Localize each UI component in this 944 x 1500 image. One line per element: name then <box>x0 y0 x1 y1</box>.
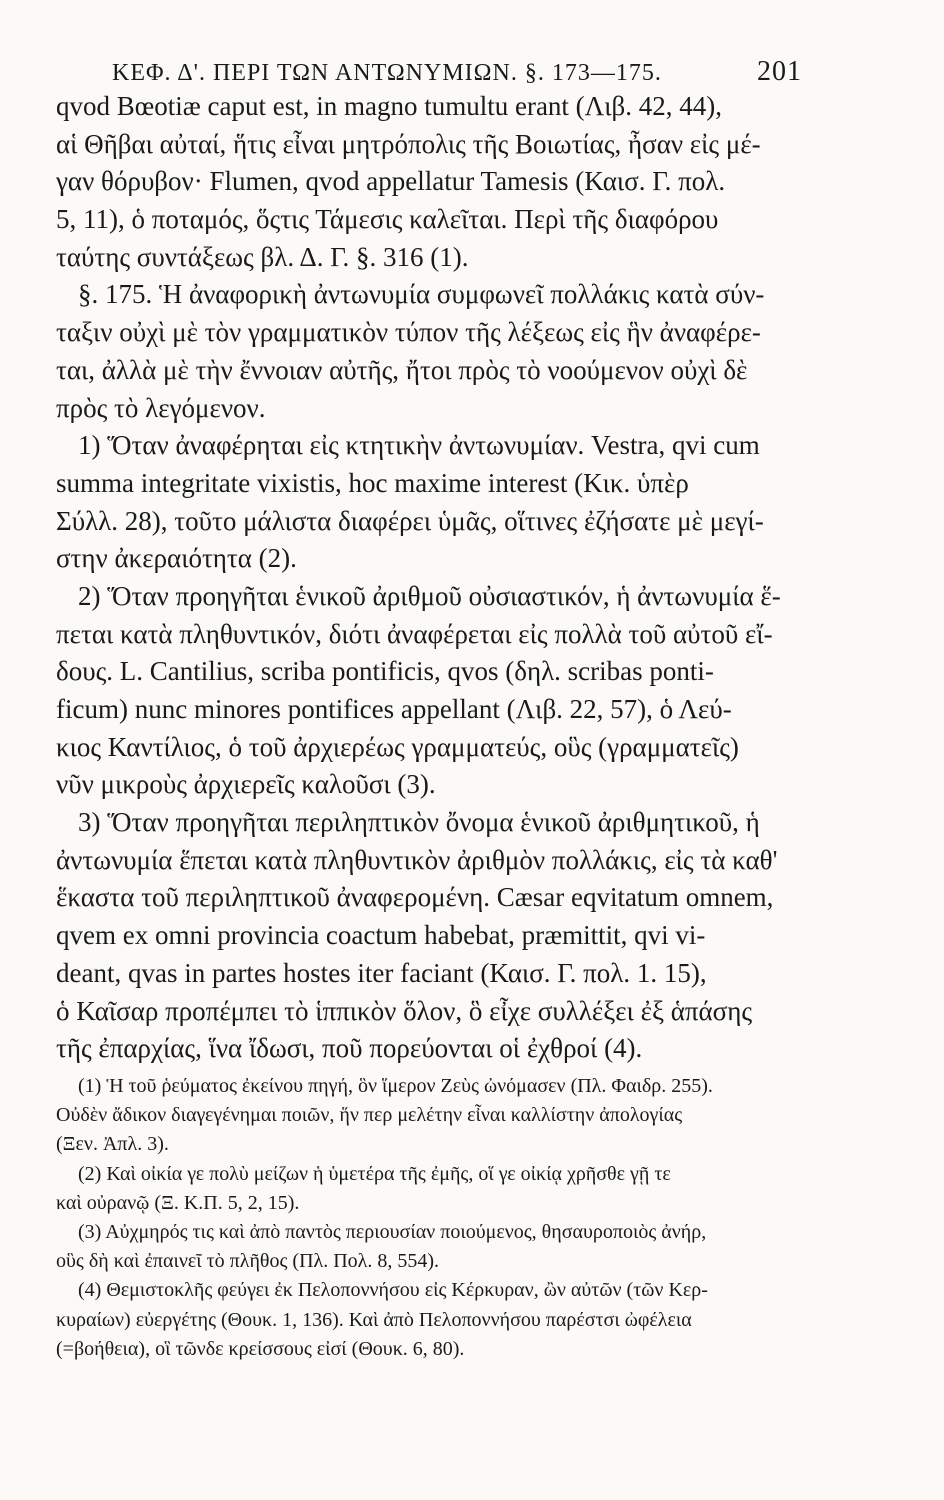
body-line: νῦν μικροὺς ἀρχιερεῖς καλοῦσι (3). <box>56 769 436 800</box>
body-line: ται, ἀλλὰ μὲ τὴν ἔννοιαν αὐτῆς, ἤτοι πρὸς τὸ νοούμενον οὐχὶ δὲ <box>56 354 748 385</box>
body-line: ἕκαστα τοῦ περιληπτικοῦ ἀναφερομένη. Cæsar eqvitatum omnem, <box>56 882 774 913</box>
body-line: summa integritate vixistis, hoc maxime interest (Κικ. ὑπὲρ <box>56 467 689 498</box>
footnote-line: (3) Αὐχμηρός τις καὶ ἀπὸ παντὸς περιουσίαν ποιούμενος, θησαυροποιὸς ἀνήρ, <box>78 1220 707 1243</box>
body-line: γαν θόρυβον· Flumen, qvod appellatur Tamesis (Καισ. Γ. πολ. <box>56 166 726 197</box>
footnote-line: Οὐδὲν ἄδικον διαγεγένημαι ποιῶν, ἥν περ μελέτην εἶναι καλλίστην ἀπολογίας <box>56 1104 683 1127</box>
footnote-line: (4) Θεμιστοκλῆς φεύγει ἐκ Πελοποννήσου εἰς Κέρκυραν, ὢν αὐτῶν (τῶν Κερ- <box>78 1279 708 1302</box>
body-line: Σύλλ. 28), τοῦτο μάλιστα διαφέρει ὑμᾶς, οἵτινες ἐζήσατε μὲ μεγί- <box>56 505 764 536</box>
body-line: στην ἀκεραιότητα (2). <box>56 543 297 574</box>
body-line: 5, 11), ὁ ποταμός, ὅςτις Τάμεσις καλεῖται. Περὶ τῆς διαφόρου <box>56 204 719 235</box>
footnote-line: (Ξεν. Ἀπλ. 3). <box>56 1133 169 1156</box>
body-line: δους. L. Cantilius, scriba pontificis, qvos (δηλ. scribas ponti- <box>56 656 714 687</box>
body-line: ἀντωνυμία ἕπεται κατὰ πληθυντικὸν ἀριθμὸν πολλάκις, εἰς τὰ καθ' <box>56 844 778 875</box>
body-line: κιος Καντίλιος, ὁ τοῦ ἀρχιερέως γραμματεύς, οὓς (γραμματεῖς) <box>56 731 739 762</box>
body-line: τῆς ἐπαρχίας, ἵνα ἴδωσι, ποῦ πορεύονται οἱ ἐχθροί (4). <box>56 1033 643 1064</box>
body-line: deant, qvas in partes hostes iter faciant (Καισ. Γ. πολ. 1. 15), <box>56 957 707 988</box>
body-line: 1) Ὅταν ἀναφέρηται εἰς κτητικὴν ἀντωνυμίαν. Vestra, qvi cum <box>78 430 760 461</box>
footnote-line: καὶ οὐρανῷ (Ξ. Κ.Π. 5, 2, 15). <box>56 1191 300 1214</box>
body-line: πεται κατὰ πληθυντικόν, διότι ἀναφέρεται εἰς πολλὰ τοῦ αὐτοῦ εἴ- <box>56 618 773 649</box>
body-line: αἱ Θῆβαι αὐταί, ἥτις εἶναι μητρόπολις τῆς Βοιωτίας, ἦσαν εἰς μέ- <box>56 128 761 159</box>
footnote-line: (2) Καὶ οἰκία γε πολὺ μείζων ἡ ὑμετέρα τῆς ἐμῆς, οἵ γε οἰκίᾳ χρῆσθε γῇ τε <box>78 1162 671 1185</box>
footnote-line: οὓς δὴ καὶ ἐπαινεῖ τὸ πλῆθος (Πλ. Πολ. 8, 554). <box>56 1250 440 1273</box>
footnote-line: (=βοήθεια), οἳ τῶνδε κρείσσους εἰσί (Θουκ. 6, 80). <box>56 1337 465 1360</box>
body-line: πρὸς τὸ λεγόμενον. <box>56 392 266 423</box>
body-line: ficum) nunc minores pontifices appellant (Λιβ. 22, 57), ὁ Λεύ- <box>56 694 732 724</box>
page-number: 201 <box>757 56 802 87</box>
body-line: §. 175. Ἡ ἀναφορικὴ ἀντωνυμία συμφωνεῖ πολλάκις κατὰ σύν- <box>78 279 765 310</box>
footnotes <box>56 1072 826 1364</box>
footnote-line: κυραίων) εὐεργέτης (Θουκ. 1, 136). Καὶ ἀπὸ Πελοποννήσου παρέστσι ὠφέλεια <box>56 1308 692 1331</box>
body-line: qvod Bœotiæ caput est, in magno tumultu erant (Λιβ. 42, 44), <box>56 91 722 121</box>
main-text <box>56 88 826 1068</box>
body-line: ὁ Καῖσαρ προπέμπει τὸ ἱππικὸν ὅλον, ὃ εἶχε συλλέξει ἐξ ἁπάσης <box>56 995 753 1026</box>
body-line: qvem ex omni provincia coactum habebat, præmittit, qvi vi- <box>56 920 706 951</box>
body-line: 2) Ὅταν προηγῆται ἑνικοῦ ἀριθμοῦ οὐσιαστικόν, ἡ ἀντωνυμία ἕ- <box>78 580 781 611</box>
footnote-line: (1) Ἡ τοῦ ῥεύματος ἐκείνου πηγή, ὃν ἵμερον Ζεὺς ὠνόμασεν (Πλ. Φαιδρ. 255). <box>78 1075 713 1097</box>
body-line: 3) Ὅταν προηγῆται περιληπτικὸν ὄνομα ἑνικοῦ ἀριθμητικοῦ, ἡ <box>78 807 760 838</box>
running-title: ΚΕΦ. Δ'. ΠΕΡΙ ΤΩΝ ΑΝΤΩΝΥΜΙΩΝ. §. 173—175. <box>112 60 662 86</box>
body-line: ταξιν οὐχὶ μὲ τὸν γραμματικὸν τύπον τῆς λέξεως εἰς ἣν ἀναφέρε- <box>56 317 761 348</box>
body-line: ταύτης συντάξεως βλ. Δ. Γ. §. 316 (1). <box>56 241 469 272</box>
